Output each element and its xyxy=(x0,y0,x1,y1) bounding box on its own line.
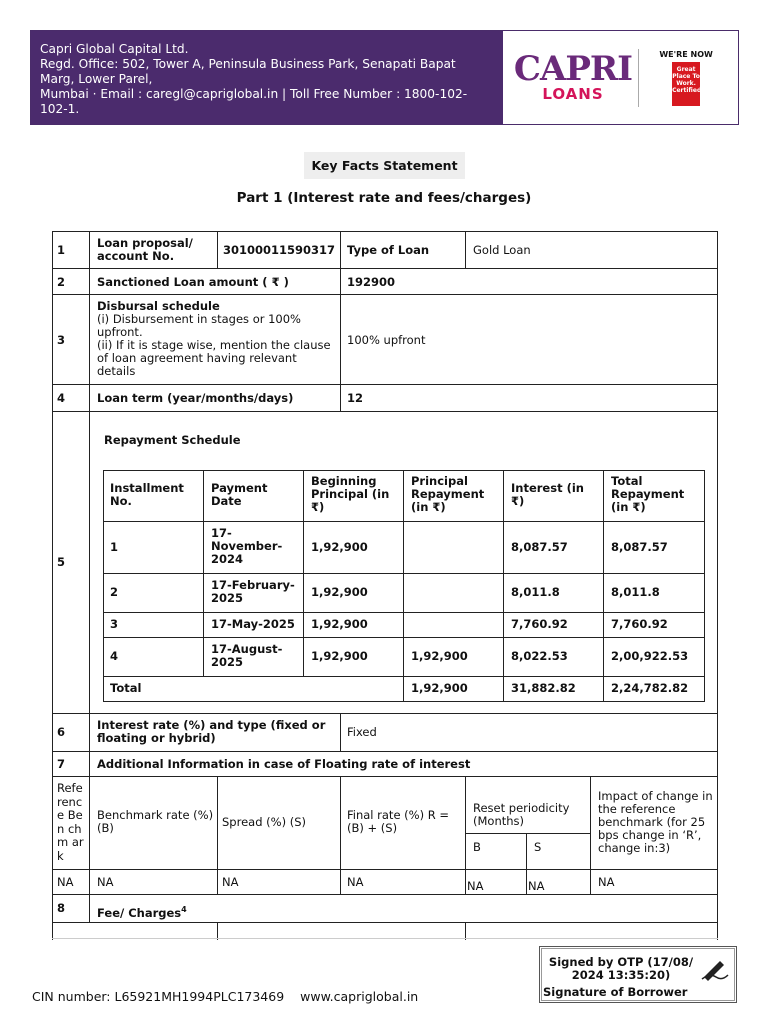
row-1-number: 1 xyxy=(57,243,66,257)
schedule-header-begin: Beginning Principal (in ₹) xyxy=(311,474,390,514)
letterhead xyxy=(30,30,739,125)
table-row: 4 xyxy=(110,649,119,663)
reset-s-label: S xyxy=(534,840,542,854)
logo-divider xyxy=(638,49,639,107)
table-row: 2 xyxy=(110,585,119,599)
logo-area xyxy=(503,31,738,124)
table-row: 1,92,900 xyxy=(311,649,368,663)
table-row: 1,92,900 xyxy=(311,617,368,631)
floating-value-impact: NA xyxy=(598,875,615,889)
table-row: 7,760.92 xyxy=(611,617,668,631)
fee-charges-footnote: 4 xyxy=(181,905,187,914)
logo-loans: LOANS xyxy=(542,84,604,103)
disbursal-detail-2: upfront. xyxy=(97,325,143,339)
capri-logo xyxy=(513,48,633,103)
gptw-badge-icon xyxy=(645,50,727,106)
part-title: Part 1 (Interest rate and fees/charges) xyxy=(236,190,532,206)
floating-value-reset-b: NA xyxy=(467,879,484,893)
schedule-header-date: Payment Date xyxy=(211,481,268,508)
schedule-header-principal: Principal Repayment (in ₹) xyxy=(411,474,485,514)
footer xyxy=(32,989,418,1004)
disbursal-detail-5: details xyxy=(97,364,136,378)
schedule-total-repayment: 2,24,782.82 xyxy=(611,681,689,695)
table-row: 2,00,922.53 xyxy=(611,649,689,663)
row-4-number: 4 xyxy=(57,391,66,405)
interest-type-value: Fixed xyxy=(347,725,377,739)
interest-type-label-line-1: Interest rate (%) and type (fixed or xyxy=(97,718,326,732)
floating-value-final: NA xyxy=(347,875,364,889)
row-3-number: 3 xyxy=(57,333,66,347)
floating-rate-label: Additional Information in case of Floating rate of interest xyxy=(97,757,471,771)
signature-pen-icon xyxy=(700,955,730,983)
repayment-schedule-label: Repayment Schedule xyxy=(104,433,241,447)
floating-value-reset-s: NA xyxy=(528,879,545,893)
disbursal-label: Disbursal schedule xyxy=(97,299,220,313)
row-8-number: 8 xyxy=(57,901,66,915)
schedule-header-total: Total Repayment (in ₹) xyxy=(611,474,685,514)
loan-type-label: Type of Loan xyxy=(347,243,430,257)
document-title: Key Facts Statement xyxy=(304,152,465,179)
interest-type-label-line-2: floating or hybrid) xyxy=(97,731,216,745)
reference-benchmark-label: Refe renc e Ben chm ark xyxy=(57,781,84,863)
logo-wordmark: CAPRI xyxy=(513,48,633,89)
disbursal-detail-3: (ii) If it is stage wise, mention the clause xyxy=(97,338,331,352)
disbursal-value: 100% upfront xyxy=(347,333,426,347)
spread-label: Spread (%) (S) xyxy=(222,815,306,829)
table-row: 17-August-2025 xyxy=(211,642,283,669)
fee-charges-text: Fee/ Charges xyxy=(97,905,182,920)
table-row: 8,087.57 xyxy=(611,540,668,554)
address-line-3: Mumbai · Email : caregl@capriglobal.in | Toll Free Number : 1800-102- xyxy=(40,87,468,101)
row-6-number: 6 xyxy=(57,725,66,739)
loan-type-value: Gold Loan xyxy=(473,243,531,257)
account-label: Loan proposal/ account No. xyxy=(97,236,193,263)
table-row: 8,087.57 xyxy=(511,540,568,554)
table-row: 1,92,900 xyxy=(311,585,368,599)
reset-periodicity-label: Reset periodicity (Months) xyxy=(473,801,570,828)
address-line-4: 102-1. xyxy=(40,102,80,116)
floating-value-ref: NA xyxy=(57,875,74,889)
row-5-number: 5 xyxy=(57,555,66,569)
loan-term-value: 12 xyxy=(347,391,364,405)
row-2-number: 2 xyxy=(57,275,66,289)
signature-box xyxy=(539,946,737,1003)
schedule-total-label: Total xyxy=(110,681,142,695)
company-name: Capri Global Capital Ltd. xyxy=(40,42,189,56)
gptw-title: WE'RE NOW xyxy=(659,49,713,59)
website-link[interactable]: www.capriglobal.in xyxy=(300,989,419,1004)
schedule-header-installment: Installment No. xyxy=(110,481,184,508)
gptw-certified: Great Place To Work. Certified xyxy=(672,62,700,106)
table-row: 7,760.92 xyxy=(511,617,568,631)
signature-line-2: 2024 13:35:20) xyxy=(571,968,671,982)
table-row: 17-May-2025 xyxy=(211,617,295,631)
account-number: 30100011590317 xyxy=(223,243,336,257)
table-row: 8,011.8 xyxy=(611,585,660,599)
final-rate-label: Final rate (%) R = (B) + (S) xyxy=(347,808,450,835)
sanctioned-amount-value: 192900 xyxy=(347,275,396,289)
floating-value-spread: NA xyxy=(222,875,239,889)
benchmark-rate-label: Benchmark rate (%) (B) xyxy=(97,808,214,835)
impact-label: Impact of change in the reference benchmark (for 25 bps change in ‘R’, change in:3) xyxy=(598,789,713,855)
table-row: 17-February-2025 xyxy=(211,578,295,605)
row-7-number: 7 xyxy=(57,757,66,771)
signature-line-1: Signed by OTP (17/08/ xyxy=(548,955,694,969)
schedule-total-interest: 31,882.82 xyxy=(511,681,576,695)
disbursal-detail-1: (i) Disbursement in stages or 100% xyxy=(97,312,301,326)
table-row: 17-November-2024 xyxy=(211,526,283,566)
table-row: 8,011.8 xyxy=(511,585,560,599)
cin-number: CIN number: L65921MH1994PLC173469 xyxy=(32,989,285,1004)
schedule-header-interest: Interest (in ₹) xyxy=(511,481,584,508)
company-address-block xyxy=(31,31,503,124)
sanctioned-amount-label: Sanctioned Loan amount ( ₹ ) xyxy=(97,275,289,289)
table-row: 8,022.53 xyxy=(511,649,568,663)
address-line-1: Regd. Office: 502, Tower A, Peninsula Business Park, Senapati Bapat xyxy=(40,57,456,71)
address-line-2: Marg, Lower Parel, xyxy=(40,72,153,86)
fee-charges-label xyxy=(97,903,187,920)
schedule-total-principal: 1,92,900 xyxy=(411,681,468,695)
table-row: 3 xyxy=(110,617,119,631)
signature-line-3: Signature of Borrower xyxy=(543,985,688,999)
disbursal-schedule-text xyxy=(97,300,337,378)
floating-values-row xyxy=(52,869,718,895)
disbursal-detail-4: of loan agreement having relevant xyxy=(97,351,297,365)
interest-type-label xyxy=(97,719,325,745)
reset-b-label: B xyxy=(473,840,481,854)
table-row: 1,92,900 xyxy=(411,649,468,663)
loan-term-label: Loan term (year/months/days) xyxy=(97,391,294,405)
table-row: 1 xyxy=(110,540,119,554)
floating-value-benchmark: NA xyxy=(97,875,114,889)
table-row: 1,92,900 xyxy=(311,540,368,554)
